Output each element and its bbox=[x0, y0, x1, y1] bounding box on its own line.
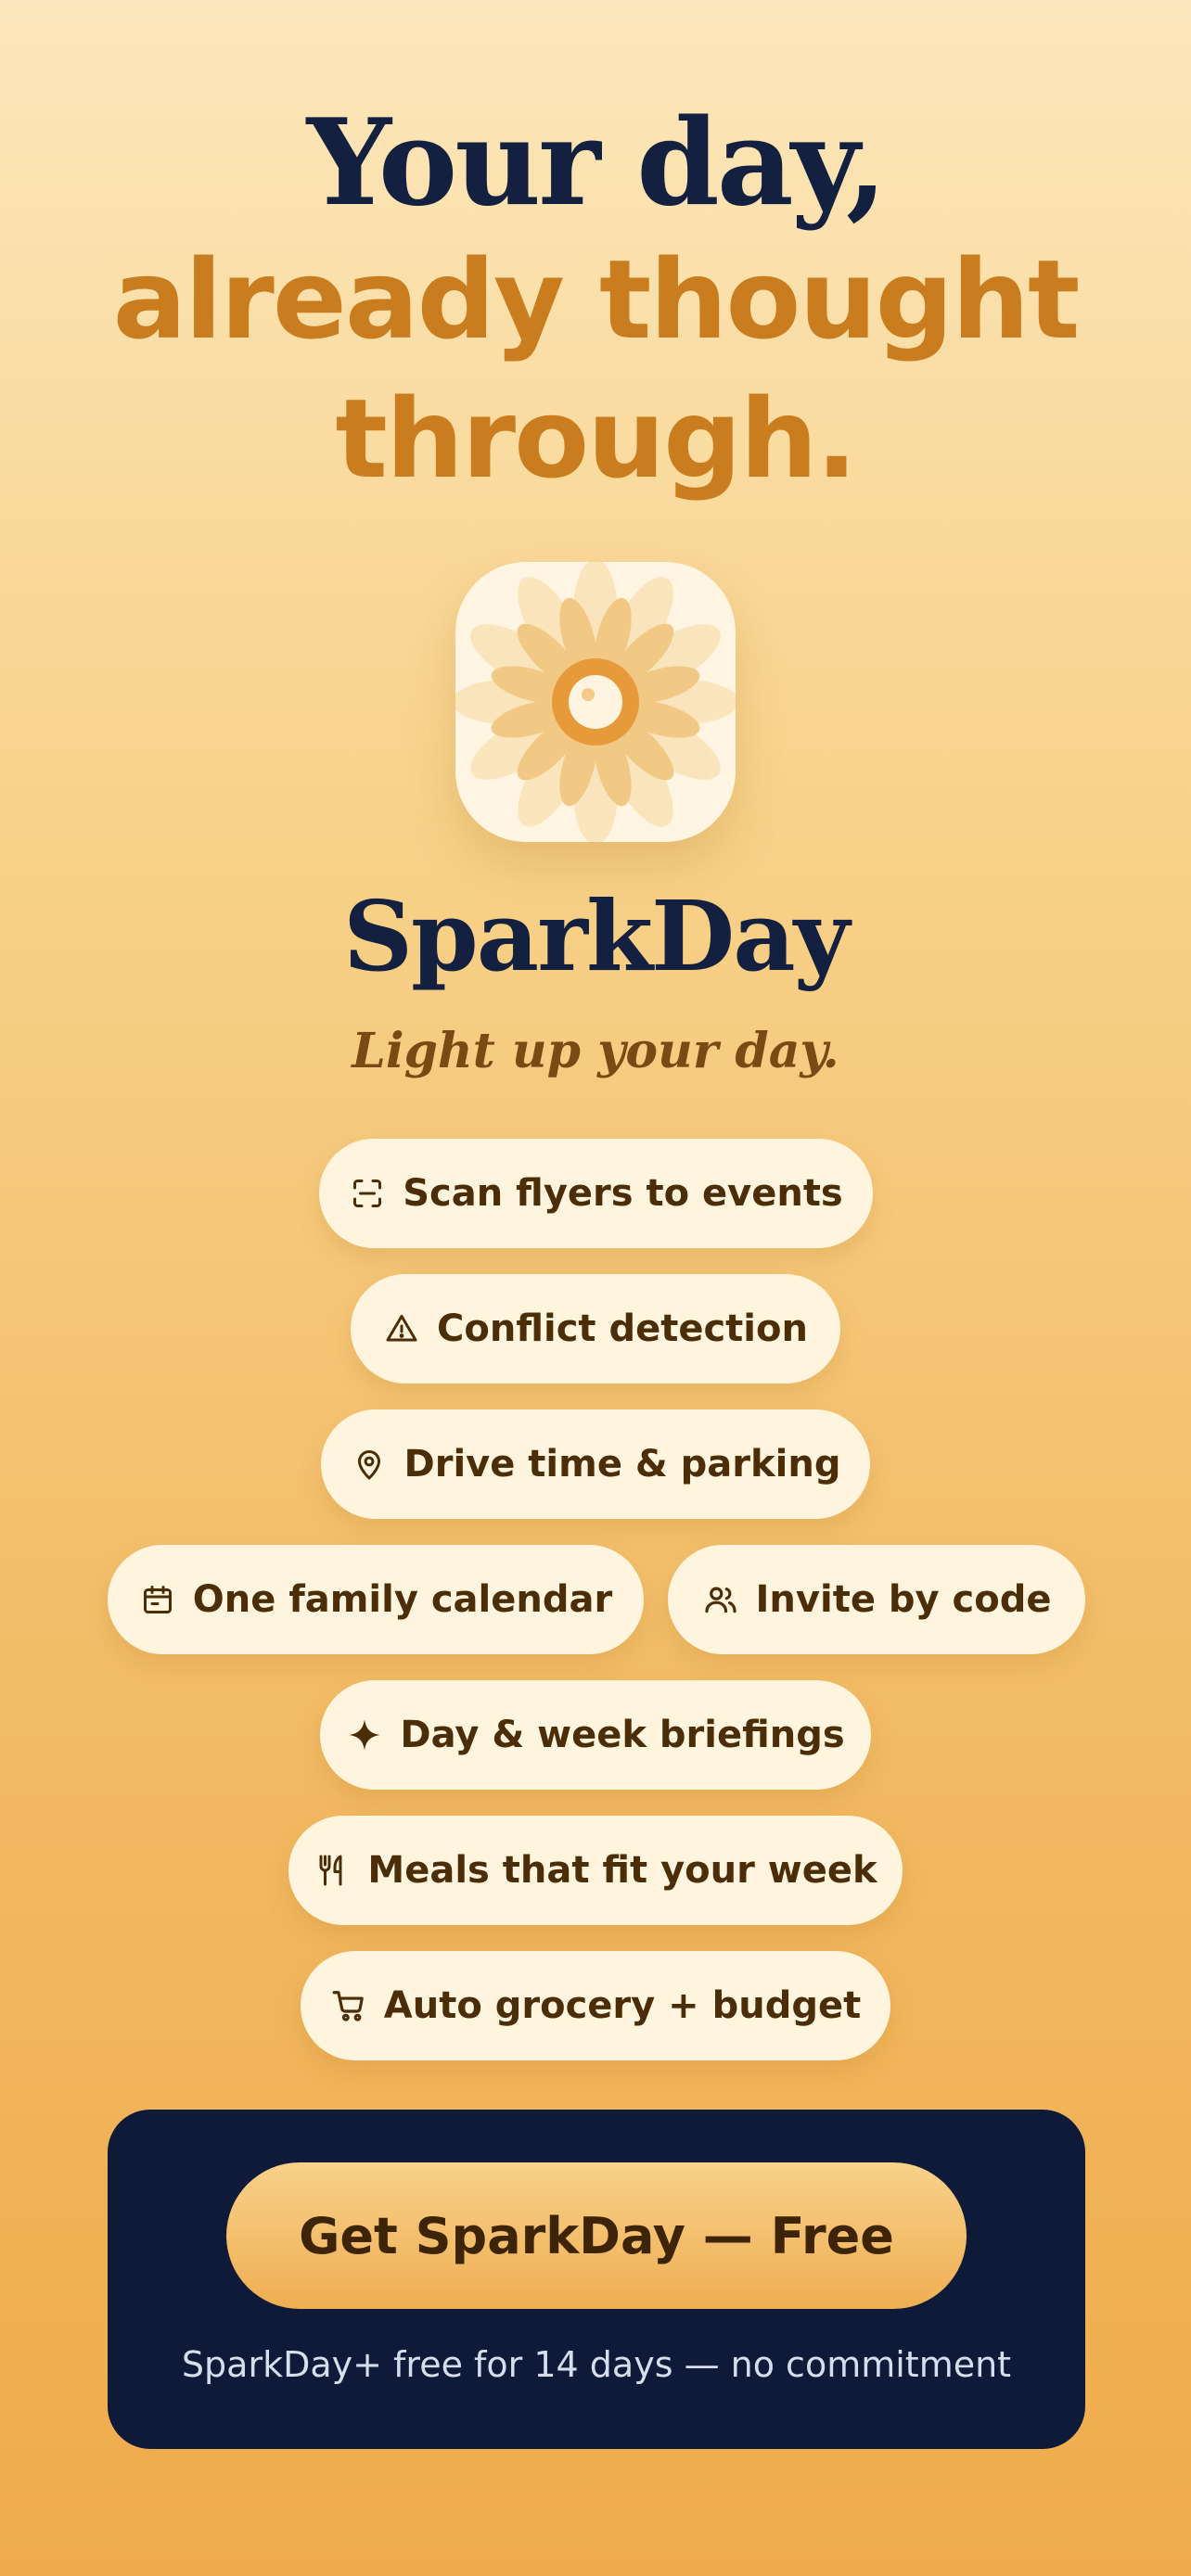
users-icon bbox=[702, 1581, 739, 1618]
feature-label: Scan flyers to events bbox=[403, 1172, 843, 1215]
trial-note: SparkDay+ free for 14 days — no commitment bbox=[181, 2344, 1012, 2385]
hero-title-line-2: already thought bbox=[112, 236, 1079, 363]
cta-panel bbox=[108, 2110, 1085, 2449]
feature-pill-briefings bbox=[320, 1680, 871, 1790]
feature-label: Drive time & parking bbox=[403, 1443, 841, 1486]
scan-icon bbox=[349, 1175, 386, 1212]
sparkle-icon bbox=[346, 1716, 383, 1753]
feature-pill-family-calendar bbox=[108, 1545, 644, 1654]
feature-pill-scan-flyers bbox=[319, 1139, 873, 1248]
calendar-icon bbox=[139, 1581, 176, 1618]
feature-label: Invite by code bbox=[755, 1578, 1052, 1621]
app-logo-icon bbox=[455, 562, 736, 842]
utensils-icon bbox=[314, 1852, 351, 1889]
feature-label: Day & week briefings bbox=[400, 1714, 845, 1756]
location-pin-icon bbox=[351, 1446, 388, 1483]
feature-pill-drive-time bbox=[321, 1409, 870, 1519]
cart-icon bbox=[330, 1987, 367, 2024]
feature-label: Meals that fit your week bbox=[367, 1849, 877, 1892]
app-name: SparkDay bbox=[342, 879, 849, 993]
hero-title-line-3: through. bbox=[335, 375, 856, 503]
feature-label: Auto grocery + budget bbox=[383, 1984, 862, 2027]
feature-pill-invite-by-code bbox=[668, 1545, 1085, 1654]
feature-label: Conflict detection bbox=[437, 1307, 808, 1350]
feature-pill-grocery-budget bbox=[301, 1951, 890, 2060]
feature-pill-meals bbox=[288, 1816, 903, 1925]
app-tagline: Light up your day. bbox=[352, 1023, 839, 1079]
hero-title-line-1: Your day, bbox=[306, 94, 885, 233]
get-sparkday-button[interactable]: Get SparkDay — Free bbox=[226, 2162, 967, 2309]
warning-icon bbox=[383, 1310, 420, 1347]
feature-pill-conflict-detection bbox=[351, 1274, 840, 1384]
feature-label: One family calendar bbox=[192, 1578, 613, 1621]
